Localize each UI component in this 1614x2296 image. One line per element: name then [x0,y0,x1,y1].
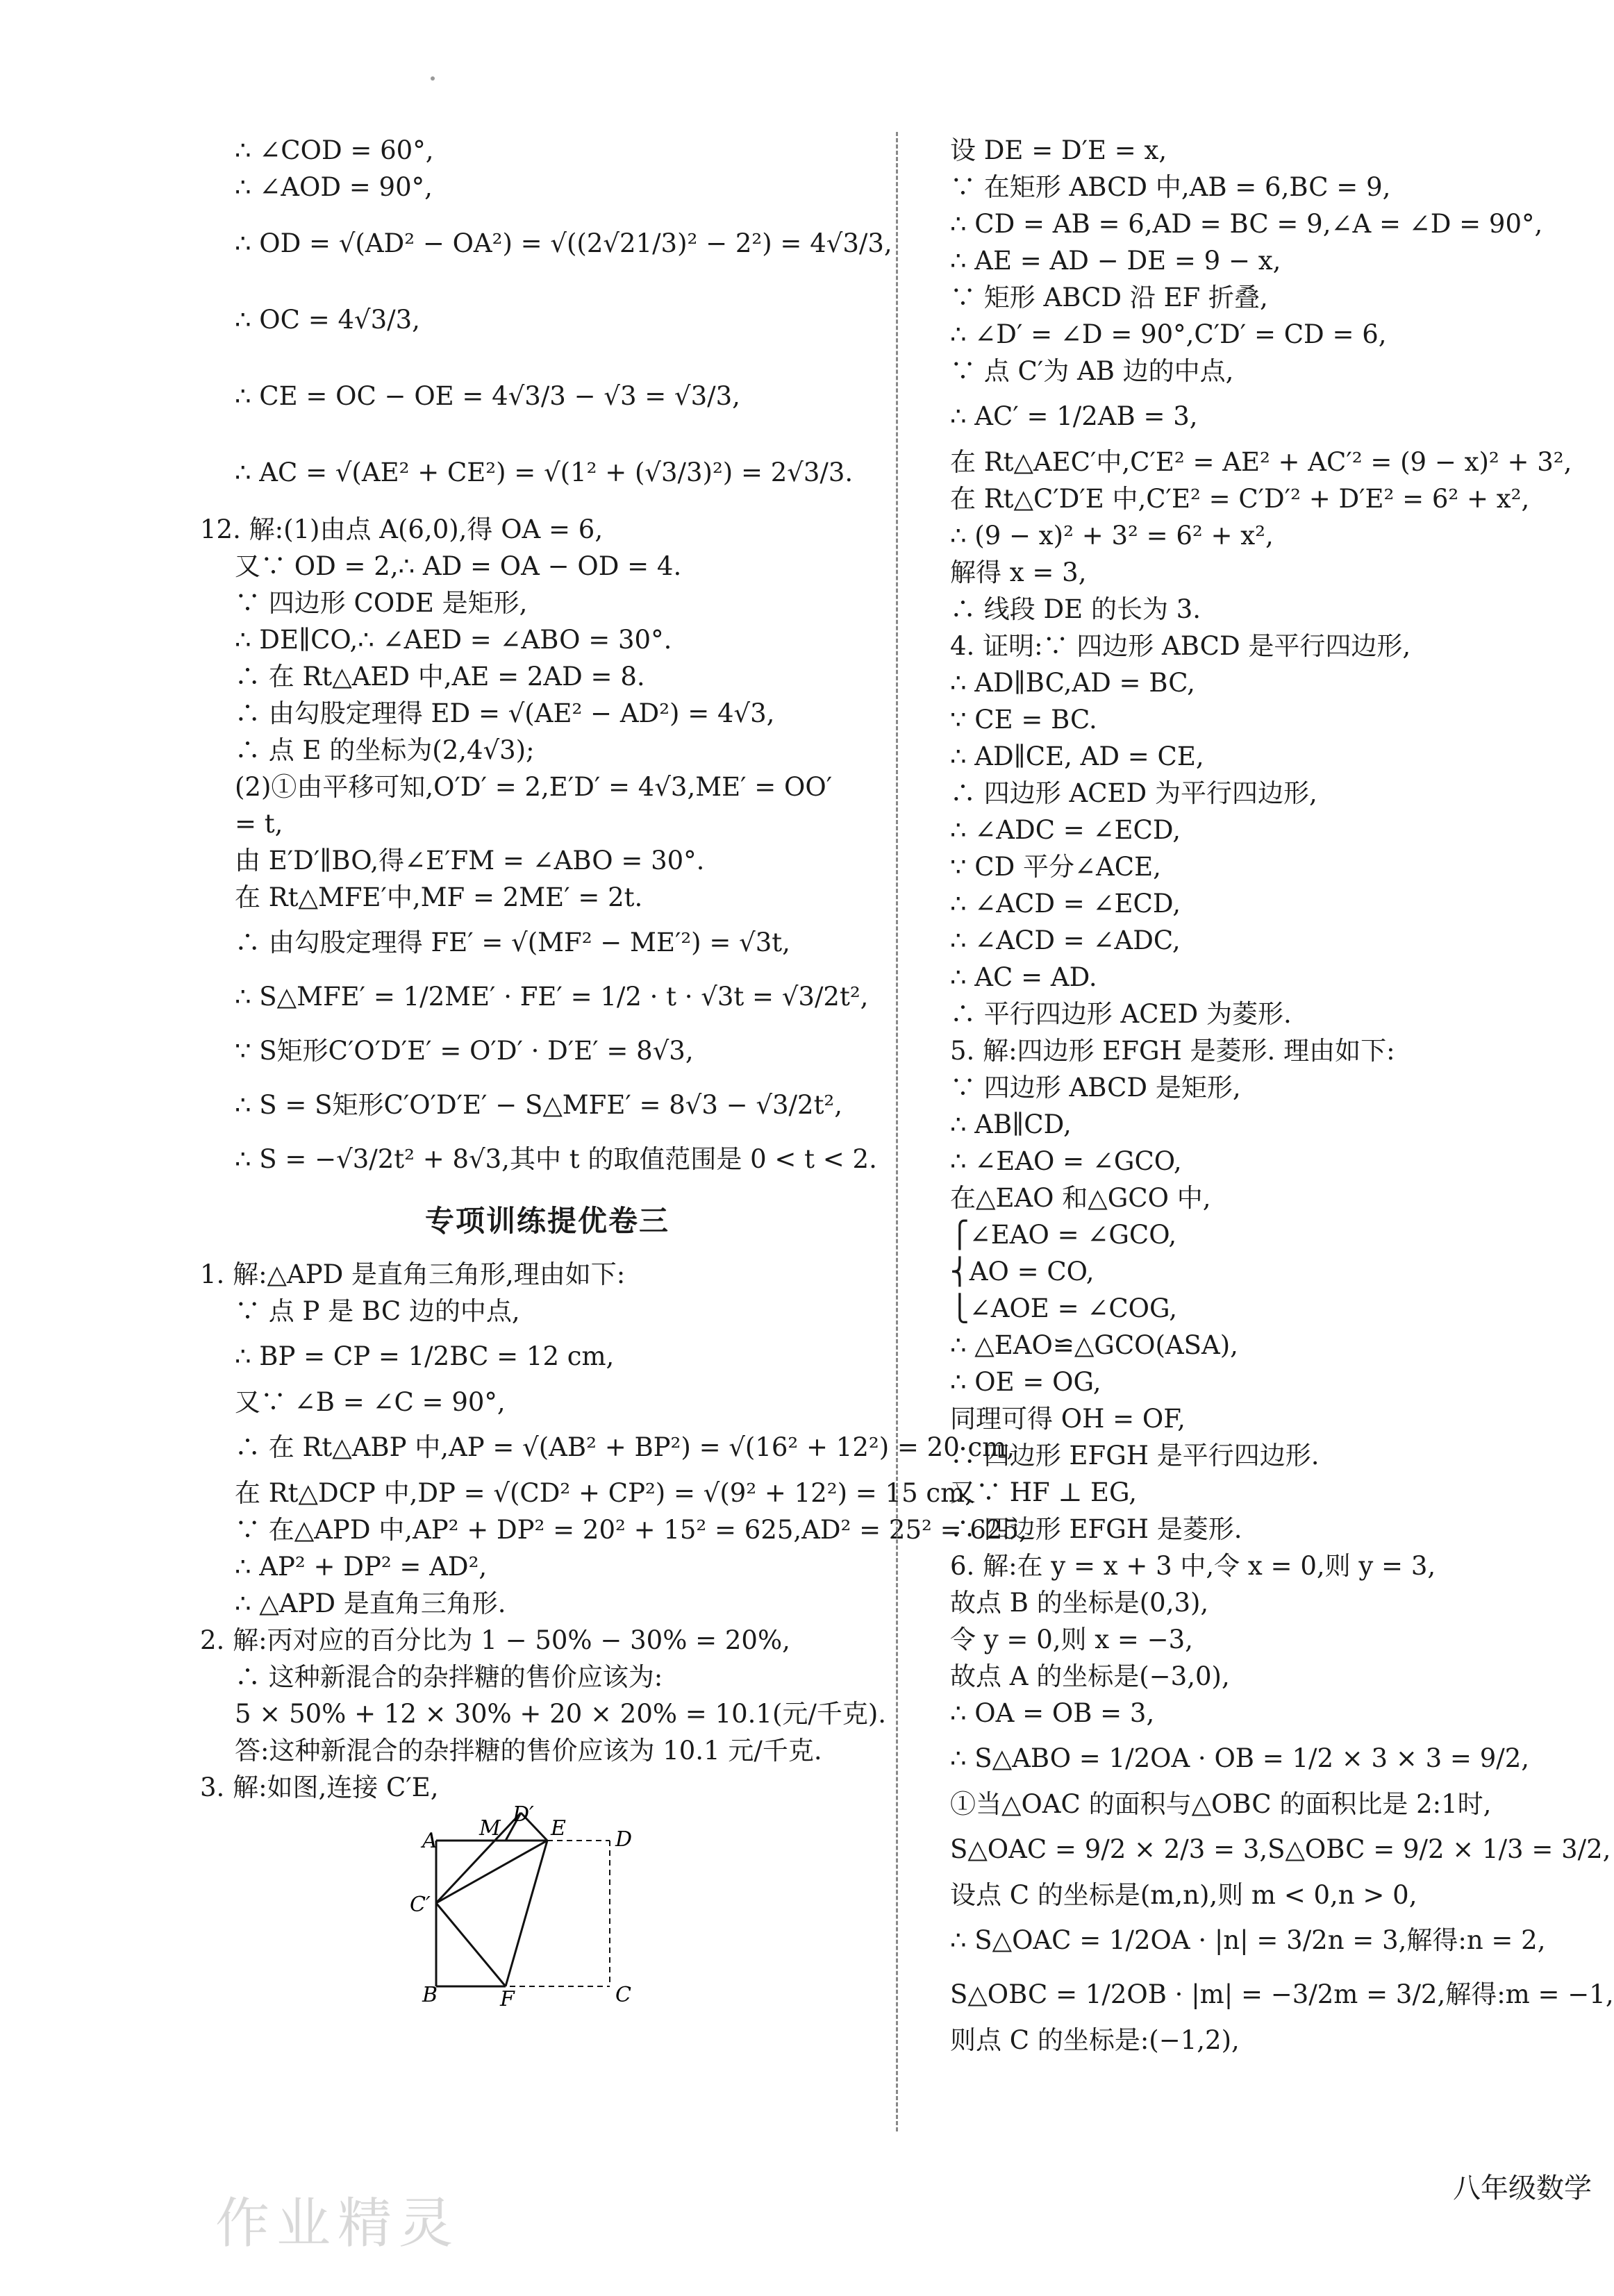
text-line: 在 Rt△C′D′E 中,C′E² = C′D′² + D′E² = 6² + x², [950,484,1530,514]
text-line: ∴ OA = OB = 3, [950,1698,1155,1728]
text-line: 故点 A 的坐标是(−3,0), [950,1661,1230,1691]
problem-1-heading: 1. 解:△APD 是直角三角形,理由如下: [200,1259,626,1289]
section-title: 专项训练提优卷三 [424,1204,669,1238]
text-line: ∵ 在矩形 ABCD 中,AB = 6,BC = 9, [950,172,1391,202]
text-line: 答:这种新混合的杂拌糖的售价应该为 10.1 元/千克. [235,1736,822,1766]
text-line: 令 y = 0,则 x = −3, [950,1625,1193,1654]
text-line: S△OAC = 9/2 × 2/3 = 3,S△OBC = 9/2 × 1/3 = 3/2, [950,1834,1611,1864]
text-line: ⎨AO = CO, [950,1257,1095,1287]
text-line: 设点 C 的坐标是(m,n),则 m < 0,n > 0, [950,1880,1417,1910]
label-A: A [422,1829,438,1853]
problem-2-heading: 2. 解:丙对应的百分比为 1 − 50% − 30% = 20%, [200,1625,790,1655]
text-line: 在 Rt△AEC′中,C′E² = AE² + AC′² = (9 − x)² + 3², [950,447,1572,477]
scan-dot [431,76,435,81]
text-line: 又∵ OD = 2,∴ AD = OA − OD = 4. [235,551,682,581]
fold-diagram [410,1802,895,2011]
text-line: 则点 C 的坐标是:(−1,2), [950,2025,1240,2055]
text-line: ∴ DE∥CO,∴ ∠AED = ∠ABO = 30°. [235,625,672,655]
text-line: ∴ AD∥BC,AD = BC, [950,668,1195,698]
text-line: 又∵ HF ⊥ EG, [950,1477,1138,1507]
text-line: S△OBC = 1/2OB · |m| = −3/2m = 3/2,解得:m = −1, [950,1979,1614,2009]
text-line: 5 × 50% + 12 × 30% + 20 × 20% = 10.1(元/千克). [235,1699,887,1729]
text-line: ∴ BP = CP = 1/2BC = 12 cm, [235,1341,615,1371]
label-F: F [500,1987,515,2011]
text-line: ∴ CD = AB = 6,AD = BC = 9,∠A = ∠D = 90°, [950,209,1543,239]
text-line: ∴ S△OAC = 1/2OA · |n| = 3/2n = 3,解得:n = 2, [950,1925,1546,1955]
label-M: M [479,1816,501,1841]
label-D-prime: D′ [513,1802,534,1827]
text-line: 解得 x = 3, [950,558,1087,587]
label-E: E [551,1816,566,1841]
text-line: ∵ 矩形 ABCD 沿 EF 折叠, [950,283,1268,312]
label-C: C [615,1983,631,2007]
text-line: ∴ 四边形 ACED 为平行四边形, [950,778,1317,808]
text-line: ∴ ∠ADC = ∠ECD, [950,815,1181,845]
text-line: ∴ ∠ACD = ∠ECD, [950,889,1181,919]
text-line: ∵ 点 P 是 BC 边的中点, [235,1296,520,1326]
text-line: ∴ AD∥CE, AD = CE, [950,741,1204,771]
text-line: ∵ 四边形 CODE 是矩形, [235,588,528,618]
problem-5-heading: 5. 解:四边形 EFGH 是菱形. 理由如下: [950,1036,1395,1066]
text-line: ∴ ∠COD = 60°, [235,135,434,165]
edge-C-prime-D-prime [436,1813,521,1903]
text-line: ∴ S = −√3/2t² + 8√3,其中 t 的取值范围是 0 < t < 2. [235,1144,877,1174]
column-divider [896,132,898,2131]
text-line: ∴ S = S矩形C′O′D′E′ − S△MFE′ = 8√3 − √3/2t², [235,1090,843,1120]
text-line: ∵ 在△APD 中,AP² + DP² = 20² + 15² = 625,AD² = 25² = 625, [235,1515,1027,1545]
text-line: 设 DE = D′E = x, [950,135,1167,165]
text-line: 又∵ ∠B = ∠C = 90°, [235,1387,506,1417]
text-line: 由 E′D′∥BO,得∠E′FM = ∠ABO = 30°. [235,846,705,875]
label-B: B [422,1983,438,2007]
text-line: ∴ AP² + DP² = AD², [235,1552,488,1582]
edge-C-prime-E [436,1841,547,1903]
fold-diagram-svg [410,1802,700,2011]
text-line: ⎧∠EAO = ∠GCO, [950,1220,1177,1250]
text-line: ∴ 在 Rt△ABP 中,AP = √(AB² + BP²) = √(16² + 12²) = 20 cm, [235,1432,1015,1462]
problem-12-heading: 12. 解:(1)由点 A(6,0),得 OA = 6, [200,514,604,544]
text-line: ∴ ∠ACD = ∠ADC, [950,925,1181,955]
text-line: ∴ AE = AD − DE = 9 − x, [950,246,1281,276]
text-line: ∴ OE = OG, [950,1367,1101,1397]
text-line: ∵ 点 C′为 AB 边的中点, [950,356,1234,386]
text-line: ∴ 线段 DE 的长为 3. [950,594,1201,624]
text-line: 在 Rt△MFE′中,MF = 2ME′ = 2t. [235,882,643,912]
text-line: ∴ S△ABO = 1/2OA · OB = 1/2 × 3 × 3 = 9/2, [950,1743,1529,1773]
text-line: ∴ ∠D′ = ∠D = 90°,C′D′ = CD = 6, [950,319,1387,349]
text-line: ∵ CE = BC. [950,705,1097,735]
text-line: ∴ OC = 4√3/3, [235,305,420,335]
edge-C-prime-F [436,1903,506,1986]
text-line: ∵ 四边形 ABCD 是矩形, [950,1073,1241,1103]
label-C-prime: C′ [410,1893,431,1917]
text-line: ∴ 四边形 EFGH 是菱形. [950,1514,1242,1544]
text-line: ∴ 在 Rt△AED 中,AE = 2AD = 8. [235,662,645,692]
text-line: ∴ △EAO≌△GCO(ASA), [950,1330,1238,1360]
text-line: ∴ 由勾股定理得 ED = √(AE² − AD²) = 4√3, [235,698,775,728]
text-line: ∴ ∠AOD = 90°, [235,172,433,202]
right-column [950,132,1614,2059]
text-line: ∴ △APD 是直角三角形. [235,1589,506,1618]
text-line: 在△EAO 和△GCO 中, [950,1183,1211,1213]
text-line: ∴ AB∥CD, [950,1109,1072,1139]
text-line: ∴ 点 E 的坐标为(2,4√3); [235,735,535,765]
text-line: ∵ S矩形C′O′D′E′ = O′D′ · D′E′ = 8√3, [235,1036,694,1066]
text-line: 在 Rt△DCP 中,DP = √(CD² + CP²) = √(9² + 12²) = 15 cm, [235,1478,973,1508]
problem-3-heading: 3. 解:如图,连接 C′E, [200,1773,439,1802]
text-line: ∴ AC = AD. [950,962,1097,992]
text-line: ∴ AC′ = 1/2AB = 3, [950,401,1198,431]
label-D: D [615,1827,633,1852]
text-line: ∴ (9 − x)² + 3² = 6² + x², [950,521,1274,551]
problem-4-heading: 4. 证明:∵ 四边形 ABCD 是平行四边形, [950,631,1411,661]
problem-6-heading: 6. 解:在 y = x + 3 中,令 x = 0,则 y = 3, [950,1551,1436,1581]
grade-subject-label: 八年级数学 [1453,2172,1592,2204]
text-line: ∴ S△MFE′ = 1/2ME′ · FE′ = 1/2 · t · √3t = √3/2t², [235,982,869,1012]
text-line: ∴ 四边形 EFGH 是平行四边形. [950,1441,1320,1470]
text-line: ∵ CD 平分∠ACE, [950,852,1161,882]
text-line: = t, [235,809,283,839]
text-line: ①当△OAC 的面积与△OBC 的面积比是 2:1时, [950,1789,1492,1819]
text-line: ⎩∠AOE = ∠COG, [950,1293,1177,1323]
watermark-logo: 作业精灵 [215,2193,460,2255]
text-line: ∴ ∠EAO = ∠GCO, [950,1146,1182,1176]
text-line: ∴ 由勾股定理得 FE′ = √(MF² − ME′²) = √3t, [235,928,790,957]
text-line: ∴ AC = √(AE² + CE²) = √(1² + (√3/3)²) = 2√3/3. [235,458,854,487]
edge-EF [506,1841,547,1986]
text-line: ∴ 平行四边形 ACED 为菱形. [950,999,1292,1029]
text-line: ∴ CE = OC − OE = 4√3/3 − √3 = √3/3, [235,381,740,411]
text-line: 故点 B 的坐标是(0,3), [950,1588,1209,1618]
text-line: ∴ OD = √(AD² − OA²) = √((2√21/3)² − 2²) = 4√3/3, [235,228,892,258]
text-line: 同理可得 OH = OF, [950,1404,1185,1434]
text-line: ∴ 这种新混合的杂拌糖的售价应该为: [235,1662,663,1692]
text-line: (2)①由平移可知,O′D′ = 2,E′D′ = 4√3,ME′ = OO′ [235,772,833,802]
